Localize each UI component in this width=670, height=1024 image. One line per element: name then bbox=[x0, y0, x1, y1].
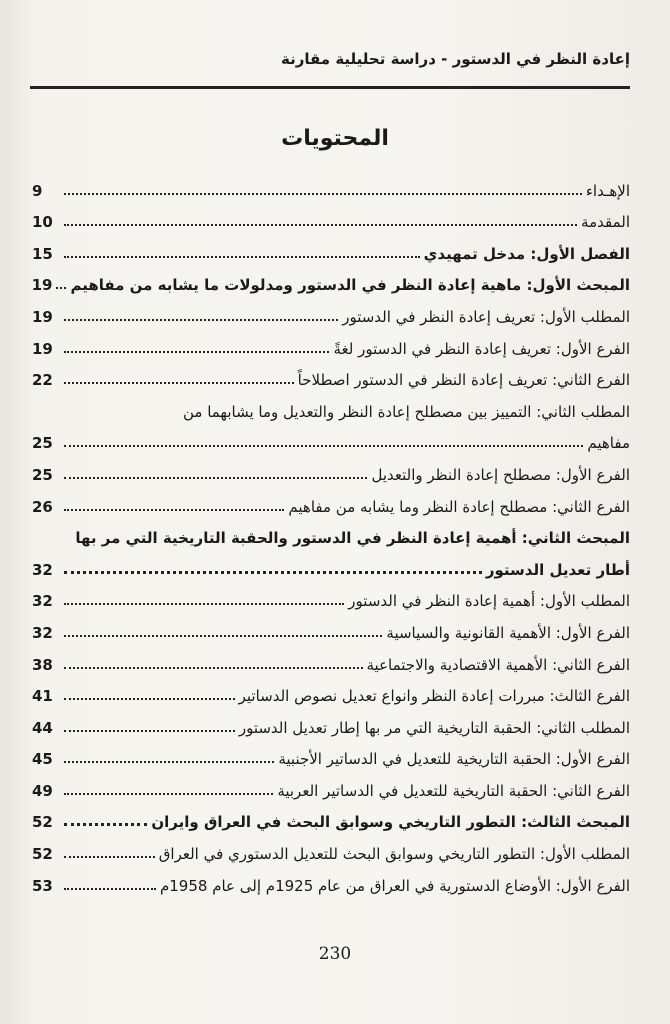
page-number: 230 bbox=[318, 944, 352, 964]
toc-entry-label: المطلب الثاني: الحقبة التاريخية التي مر بها إطار تعديل الدستور bbox=[238, 718, 630, 737]
toc-entry-page: 10 bbox=[32, 213, 53, 232]
toc-entry bbox=[32, 737, 630, 769]
toc-entry-page: 52 bbox=[32, 813, 53, 832]
toc-entry-page: 38 bbox=[32, 655, 53, 674]
dot-leader bbox=[64, 445, 583, 447]
toc-entry-label: المبحث الأول: ماهية إعادة النظر في الدستور ومدلولات ما يشابه من مفاهيم bbox=[70, 276, 630, 295]
toc-entry-label: الفرع الأول: تعريف إعادة النظر في الدستور لغةً bbox=[333, 339, 630, 358]
toc-entry-page: 44 bbox=[32, 718, 53, 737]
dot-leader bbox=[64, 224, 577, 226]
dot-leader bbox=[64, 256, 420, 258]
toc-entry-page: 53 bbox=[32, 876, 53, 895]
toc-entry-page: 25 bbox=[32, 465, 53, 484]
toc-entry-label: الفصل الأول: مدخل تمهيدي bbox=[423, 244, 630, 263]
dot-leader bbox=[64, 603, 344, 605]
dot-leader bbox=[64, 856, 155, 858]
toc-entry bbox=[32, 768, 630, 800]
toc-entry-page: 45 bbox=[32, 750, 53, 769]
dot-leader bbox=[64, 319, 338, 321]
toc-entry-label: الفرع الثاني: مصطلح إعادة النظر وما يشابه من مفاهيم bbox=[288, 497, 630, 516]
toc-entry bbox=[32, 610, 630, 642]
toc-entry-page: 22 bbox=[32, 371, 53, 390]
toc-entry-page: 32 bbox=[32, 592, 53, 611]
toc-entry bbox=[32, 389, 630, 421]
toc-entry-page: 25 bbox=[32, 434, 53, 453]
dot-leader bbox=[64, 571, 482, 574]
dot-leader bbox=[64, 888, 156, 890]
toc-entry bbox=[32, 200, 630, 232]
toc-entry-page: 49 bbox=[32, 781, 53, 800]
toc-entry-page: 15 bbox=[32, 244, 53, 263]
toc-list bbox=[32, 168, 630, 895]
toc-entry bbox=[32, 168, 630, 200]
toc-entry bbox=[32, 674, 630, 706]
dot-leader bbox=[64, 193, 582, 195]
toc-entry bbox=[32, 358, 630, 390]
toc-entry-page: 19 bbox=[32, 339, 53, 358]
toc-entry-label: المبحث الثالث: التطور التاريخي وسوابق البحث في العراق وايران bbox=[151, 813, 630, 832]
toc-entry-label: الإهـداء bbox=[585, 181, 630, 200]
header-rule bbox=[30, 86, 630, 89]
toc-entry bbox=[32, 516, 630, 548]
toc-entry-page: 41 bbox=[32, 687, 53, 706]
toc-entry bbox=[32, 800, 630, 832]
toc-entry-label: الفرع الأول: الأهمية القانونية والسياسية bbox=[386, 623, 630, 642]
toc-entry bbox=[32, 863, 630, 895]
toc-entry-page: 9 bbox=[32, 181, 43, 200]
toc-entry-page: 52 bbox=[32, 845, 53, 864]
toc-entry bbox=[32, 294, 630, 326]
toc-entry-label: الفرع الأول: الأوضاع الدستورية في العراق من عام 1925م إلى عام 1958م bbox=[159, 876, 630, 895]
toc-entry-label: المطلب الثاني: التمييز بين مصطلح إعادة النظر والتعديل وما يشابهما من bbox=[182, 402, 630, 421]
toc-entry bbox=[32, 642, 630, 674]
toc-title: المحتويات bbox=[281, 126, 389, 151]
toc-entry-label: مفاهيم bbox=[587, 434, 630, 453]
dot-leader bbox=[64, 382, 294, 384]
dot-leader bbox=[64, 793, 273, 795]
toc-entry-label: المطلب الأول: التطور التاريخي وسوابق البحث للتعديل الدستوري في العراق bbox=[158, 845, 630, 864]
toc-entry-label: الفرع الأول: مصطلح إعادة النظر والتعديل bbox=[371, 465, 630, 484]
toc-entry-label: الفرع الأول: الحقبة التاريخية للتعديل في الدساتير الأجنبية bbox=[278, 750, 630, 769]
dot-leader bbox=[64, 509, 284, 511]
toc-entry bbox=[32, 547, 630, 579]
toc-entry-label: المبحث الثاني: أهمية إعادة النظر في الدستور والحقبة التاريخية التي مر بها bbox=[75, 529, 630, 548]
toc-entry bbox=[32, 579, 630, 611]
toc-entry-page: 32 bbox=[32, 560, 53, 579]
toc-entry bbox=[32, 484, 630, 516]
toc-entry-page: 26 bbox=[32, 497, 53, 516]
toc-entry bbox=[32, 831, 630, 863]
running-head: إعادة النظر في الدستور - دراسة تحليلية مقارنة bbox=[281, 50, 630, 68]
toc-entry bbox=[32, 326, 630, 358]
dot-leader bbox=[64, 635, 382, 637]
dot-leader bbox=[64, 761, 274, 763]
dot-leader bbox=[64, 477, 367, 479]
toc-entry-page: 19 bbox=[32, 307, 53, 326]
dot-leader bbox=[64, 698, 235, 700]
dot-leader bbox=[64, 667, 363, 669]
toc-entry bbox=[32, 231, 630, 263]
toc-entry-page: 19 bbox=[31, 276, 53, 295]
toc-entry bbox=[32, 452, 630, 484]
toc-entry-label: أطار تعديل الدستور bbox=[485, 560, 630, 579]
toc-entry-label: المطلب الأول: تعريف إعادة النظر في الدستور bbox=[342, 307, 630, 326]
toc-entry-label: المقدمة bbox=[581, 213, 630, 232]
dot-leader bbox=[64, 351, 329, 353]
dot-leader bbox=[56, 287, 66, 289]
toc-entry-page: 32 bbox=[32, 623, 53, 642]
toc-entry-label: الفرع الثاني: الحقبة التاريخية للتعديل في الدساتير العربية bbox=[277, 781, 630, 800]
toc-entry-label: الفرع الثالث: مبررات إعادة النظر وانواع تعديل نصوص الدساتير bbox=[238, 687, 630, 706]
toc-entry-label: الفرع الثاني: الأهمية الاقتصادية والاجتماعية bbox=[366, 655, 630, 674]
toc-entry-label: المطلب الأول: أهمية إعادة النظر في الدستور bbox=[348, 592, 630, 611]
toc-entry-label: الفرع الثاني: تعريف إعادة النظر في الدستور اصطلاحاً bbox=[297, 371, 630, 390]
toc-entry bbox=[32, 421, 630, 453]
toc-entry bbox=[32, 263, 630, 295]
dot-leader bbox=[64, 730, 235, 732]
toc-entry bbox=[32, 705, 630, 737]
dot-leader bbox=[64, 823, 147, 826]
